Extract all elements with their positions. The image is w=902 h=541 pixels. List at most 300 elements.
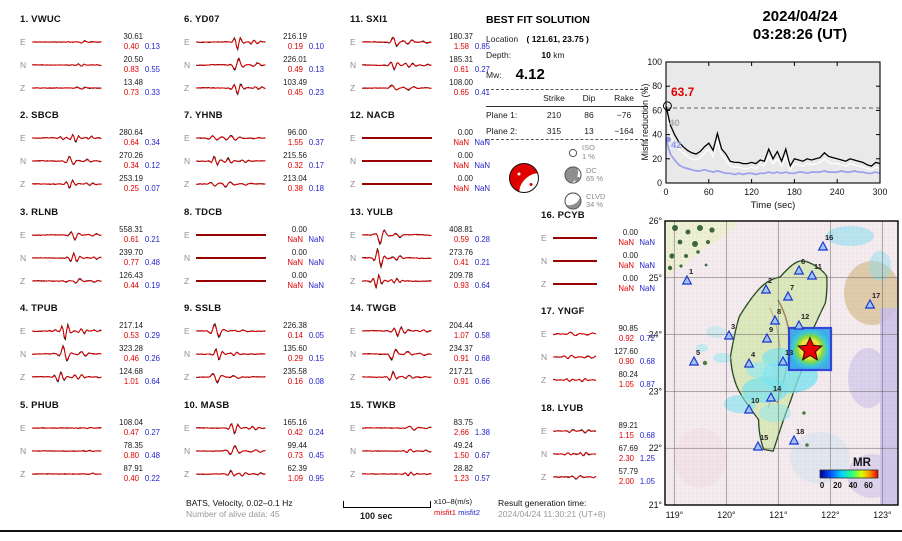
peak-amplitude: 226.38 (283, 321, 307, 330)
trace-values (266, 418, 324, 437)
peak-amplitude: 127.60 (614, 347, 638, 356)
misfit1-value: 0.65 (453, 87, 469, 97)
station-block-phub (20, 400, 160, 485)
station-number-label: 10 (751, 396, 760, 405)
dc-label: DC 65 % (586, 165, 604, 183)
misfit1-value: 0.14 (287, 330, 303, 340)
component-label: Z (20, 275, 26, 286)
station-number-label: 2 (768, 276, 773, 285)
mw-value: 4.12 (515, 66, 545, 83)
misfit2-value: NaN (474, 183, 490, 193)
peak-amplitude: 135.60 (283, 344, 307, 353)
component-label: N (350, 59, 357, 70)
misfit2-value: 0.37 (308, 137, 324, 147)
component-row-n (184, 342, 324, 365)
component-row-n (20, 149, 160, 172)
misfit1-value: 1.58 (453, 41, 469, 51)
station-title: 15. TWKB (350, 400, 396, 411)
misfit1-value: 0.73 (287, 450, 303, 460)
trace-values (102, 367, 160, 386)
misfit1-value: 0.93 (453, 280, 469, 290)
component-label: E (541, 425, 547, 436)
component-label: Z (350, 178, 356, 189)
peak-amplitude: 273.76 (449, 248, 473, 257)
misfit2-value: 0.87 (639, 379, 655, 389)
component-label: E (541, 232, 547, 243)
blue-42-label: 42 (671, 140, 682, 151)
trace-values (102, 271, 160, 290)
lon-tick-label: 119° (665, 510, 684, 520)
misfit2-value: 0.33 (144, 87, 160, 97)
trace-values (266, 441, 324, 460)
peak-amplitude: 239.70 (119, 248, 143, 257)
station-block-masb (184, 400, 324, 485)
misfit2-value: 0.12 (144, 160, 160, 170)
component-row-n (184, 53, 324, 76)
peak-amplitude: 180.37 (449, 32, 473, 41)
peak-amplitude: 209.78 (449, 271, 473, 280)
trace-values (432, 55, 490, 74)
component-row-z (20, 269, 160, 292)
component-label: Z (184, 468, 190, 479)
station-number-label: 12 (801, 312, 810, 321)
component-label: N (20, 59, 27, 70)
waveform-trace (362, 364, 432, 390)
misfit1-value: 0.80 (123, 450, 139, 460)
lon-tick-label: 123° (873, 510, 892, 520)
misfit2-value: 0.27 (474, 64, 490, 74)
trace-values (266, 271, 324, 290)
trace-values (432, 225, 490, 244)
mr-colorbar (820, 470, 878, 478)
lat-tick-label: 21° (648, 500, 662, 510)
trace-values (432, 174, 490, 193)
component-label: E (184, 422, 190, 433)
misfit2-value: 0.15 (308, 353, 324, 363)
component-label: E (184, 36, 190, 47)
component-row-n (350, 342, 490, 365)
waveform-trace (196, 461, 266, 487)
xtick-label: 60 (703, 187, 714, 197)
component-row-n (20, 342, 160, 365)
peak-amplitude: 270.26 (119, 151, 143, 160)
misfit1-value: 1.09 (287, 473, 303, 483)
station-title: 14. TWGB (350, 303, 397, 314)
misfit2-value: 0.21 (474, 257, 490, 267)
peak-amplitude: 0.00 (622, 228, 638, 237)
misfit2-value: 0.19 (144, 280, 160, 290)
station-number-label: 8 (777, 307, 782, 316)
station-title: 11. SXI1 (350, 14, 388, 25)
misfit2-value: 0.68 (639, 356, 655, 366)
peak-amplitude: 80.24 (618, 370, 638, 379)
misfit1-value: 0.44 (123, 280, 139, 290)
component-row-z (350, 76, 490, 99)
station-number-label: 11 (814, 262, 822, 271)
component-label: E (20, 325, 26, 336)
station-block-twkb (350, 400, 490, 485)
yaxis-title: Misfit reduction (%) (640, 83, 650, 161)
misfit1-value: 0.38 (287, 183, 303, 193)
component-row-e (184, 416, 324, 439)
plane2-dip: 13 (584, 126, 594, 136)
plane-table-header (486, 90, 648, 107)
lat-tick-label: 26° (648, 216, 662, 226)
station-title: 6. YD07 (184, 14, 220, 25)
peak-amplitude: 30.61 (123, 32, 143, 41)
misfit2-value: 0.21 (144, 234, 160, 244)
trace-values (266, 128, 324, 147)
result-label: Result generation time: (498, 498, 587, 508)
waveform-trace (32, 75, 102, 101)
misfit2-value: NaN (474, 160, 490, 170)
component-row-z (541, 272, 655, 295)
station-title: 5. PHUB (20, 400, 59, 411)
component-row-e (20, 319, 160, 342)
peak-amplitude: 96.00 (287, 128, 307, 137)
component-label: N (350, 348, 357, 359)
trace-values (102, 441, 160, 460)
trace-values (432, 128, 490, 147)
misfit2-value: 0.07 (144, 183, 160, 193)
peak-amplitude: 108.00 (449, 78, 473, 87)
misfit2-value: 0.72 (639, 333, 655, 343)
misfit2-value: 0.22 (144, 473, 160, 483)
misfit2-value: NaN (308, 280, 324, 290)
station-number-label: 15 (760, 433, 769, 442)
misfit1-value: 0.41 (453, 257, 469, 267)
station-number-label: 14 (773, 384, 782, 393)
component-label: N (20, 445, 27, 456)
trace-values (432, 418, 490, 437)
plane1-dip: 86 (584, 110, 594, 120)
misfit1-value: 0.73 (123, 87, 139, 97)
peak-amplitude: 0.00 (291, 271, 307, 280)
trace-values (102, 151, 160, 170)
component-label: E (20, 422, 26, 433)
iso-icon (568, 148, 578, 158)
peak-amplitude: 0.00 (457, 174, 473, 183)
misfit1-value: 0.34 (123, 160, 139, 170)
lat-tick-label: 24° (648, 329, 662, 340)
station-number-label: 5 (696, 348, 701, 357)
component-row-e (350, 30, 490, 53)
misfit2-value: 0.67 (474, 450, 490, 460)
component-row-e (350, 416, 490, 439)
station-number-label: 9 (769, 325, 774, 334)
misfit1-value: 0.40 (123, 473, 139, 483)
station-number-label: 1 (689, 267, 694, 276)
scalebar-label: 100 sec (360, 511, 393, 521)
waveform-trace (196, 364, 266, 390)
trace-values (102, 464, 160, 483)
component-row-z (20, 76, 160, 99)
misfit1-value: 0.25 (123, 183, 139, 193)
component-label: Z (350, 82, 356, 93)
misfit2-value: 0.64 (474, 280, 490, 290)
misfit2-value: 0.13 (308, 64, 324, 74)
iso-item (568, 144, 595, 161)
misfit1-value: 2.00 (618, 476, 634, 486)
mechanism-block (486, 138, 662, 218)
misfit2-value: 0.55 (144, 64, 160, 74)
component-label: Z (541, 471, 547, 482)
colorbar-tick-label: 40 (848, 481, 858, 490)
station-title: 16. PCYB (541, 210, 585, 221)
plane1-row (486, 107, 648, 123)
misfit2-value: 0.58 (474, 330, 490, 340)
misfit1-value: NaN (618, 260, 634, 270)
misfit1-value: 0.53 (123, 330, 139, 340)
xaxis-title: Time (sec) (750, 200, 796, 211)
station-number-label: 18 (796, 427, 805, 436)
misfit1-value: 1.50 (453, 450, 469, 460)
ytick-label: 60 (652, 105, 662, 116)
misfit1-legend: misfit1 (434, 507, 456, 517)
misfit2-value: 0.34 (144, 137, 160, 147)
station-block-yhnb (184, 110, 324, 195)
trace-values (432, 321, 490, 340)
units-legend (434, 497, 480, 518)
peak-amplitude: 165.16 (283, 418, 307, 427)
waveform-trace (362, 268, 432, 294)
component-label: Z (20, 468, 26, 479)
component-label: E (20, 229, 26, 240)
component-label: N (20, 252, 27, 263)
peak-amplitude: 0.00 (622, 251, 638, 260)
component-label: E (20, 132, 26, 143)
trace-values (102, 248, 160, 267)
ytick-label: 20 (652, 153, 662, 164)
misfit2-value: 0.10 (308, 41, 324, 51)
peak-amplitude: 28.82 (453, 464, 473, 473)
component-row-z (184, 365, 324, 388)
misfit1-value: NaN (287, 234, 303, 244)
component-row-z (350, 172, 490, 195)
misfit2-value: 1.25 (639, 453, 655, 463)
trace-values (102, 128, 160, 147)
station-title: 8. TDCB (184, 207, 223, 218)
component-row-e (350, 319, 490, 342)
peak-amplitude: 103.49 (283, 78, 307, 87)
component-label: N (541, 351, 548, 362)
component-label: E (350, 422, 356, 433)
component-row-e (541, 419, 655, 442)
colorbar-tick-label: 0 (819, 481, 825, 490)
component-row-z (184, 269, 324, 292)
misfit2-value: 0.95 (308, 473, 324, 483)
trace-values (102, 32, 160, 51)
peak-amplitude: 235.58 (283, 367, 307, 376)
component-row-n (350, 246, 490, 269)
peak-amplitude: 280.64 (119, 128, 143, 137)
peak-amplitude: 408.81 (449, 225, 473, 234)
location-row (486, 34, 662, 44)
misfit2-value: 0.29 (144, 330, 160, 340)
strike-header: Strike (543, 93, 565, 103)
station-block-yd07 (184, 14, 324, 99)
misfit1-value: 2.30 (618, 453, 634, 463)
station-block-sxi1 (350, 14, 490, 99)
misfit2-value: 0.48 (144, 450, 160, 460)
peak-amplitude: 216.19 (283, 32, 307, 41)
misfit2-value: 0.68 (639, 430, 655, 440)
trace-values (266, 151, 324, 170)
peak-amplitude: 126.43 (119, 271, 143, 280)
peak-amplitude: 0.00 (622, 274, 638, 283)
misfit1-value: NaN (287, 257, 303, 267)
component-label: N (541, 448, 548, 459)
mw-label: Mw: (486, 69, 502, 80)
waveform-trace (553, 367, 597, 393)
component-row-e (184, 126, 324, 149)
plane2-strike: 315 (546, 126, 562, 136)
misfit1-value: 0.61 (123, 234, 139, 244)
waveform-trace (32, 171, 102, 197)
misfit1-value: 0.59 (453, 234, 469, 244)
station-number-label: 6 (801, 257, 806, 266)
station-block-lyub (541, 403, 655, 488)
waveform-trace (196, 75, 266, 101)
trace-values (432, 344, 490, 363)
misfit2-value: 0.85 (474, 41, 490, 51)
station-title: 13. YULB (350, 207, 394, 218)
bandpass-note: BATS, Velocity, 0.02–0.1 Hz (186, 498, 293, 508)
peak-amplitude: 89.21 (618, 421, 638, 430)
misfit1-value: 1.55 (287, 137, 303, 147)
component-label: Z (184, 371, 190, 382)
plane1-rake: −76 (616, 110, 632, 120)
component-label: Z (350, 468, 356, 479)
peak-amplitude: 83.75 (453, 418, 473, 427)
component-row-z (184, 462, 324, 485)
component-label: Z (184, 275, 190, 286)
peak-amplitude: 323.28 (119, 344, 143, 353)
station-block-sslb (184, 303, 324, 388)
component-row-n (184, 246, 324, 269)
misfit1-value: 1.07 (453, 330, 469, 340)
plane2-row (486, 123, 648, 139)
component-label: N (184, 155, 191, 166)
plane1-strike: 210 (546, 110, 562, 120)
lon-tick-label: 120° (717, 510, 736, 520)
station-block-rlnb (20, 207, 160, 292)
misfit1-value: 0.92 (618, 333, 634, 343)
lon-tick-label: 122° (821, 510, 840, 520)
trace-values (102, 55, 160, 74)
depth-row (486, 50, 662, 60)
waveform-trace (362, 171, 432, 197)
component-row-e (20, 126, 160, 149)
component-label: N (184, 59, 191, 70)
misfit1-value: NaN (453, 137, 469, 147)
clvd-item (564, 192, 605, 210)
component-label: E (350, 36, 356, 47)
misfit2-legend: misfit2 (458, 507, 481, 517)
misfit1-value: 0.61 (453, 64, 469, 74)
xtick-label: 300 (872, 187, 888, 197)
waveform-trace (32, 461, 102, 487)
peak-amplitude: 90.85 (618, 324, 638, 333)
ytick-label: 0 (657, 178, 662, 188)
location-label: Location (486, 34, 519, 44)
component-label: E (20, 36, 26, 47)
station-block-yulb (350, 207, 490, 292)
station-number-label: 17 (872, 291, 881, 300)
component-row-z (20, 365, 160, 388)
component-label: Z (350, 275, 356, 286)
peak-amplitude: 57.79 (618, 467, 638, 476)
trace-values (432, 367, 490, 386)
depth-value: 10 (541, 50, 551, 60)
station-number-label: 3 (731, 322, 736, 331)
component-label: E (350, 132, 356, 143)
misfit2-value: 0.28 (474, 234, 490, 244)
xtick-label: 120 (744, 187, 759, 197)
mw-row (486, 66, 662, 83)
misfit1-value: NaN (618, 283, 634, 293)
station-title: 9. SSLB (184, 303, 222, 314)
amplitude-units: x10–8(m/s) (434, 497, 472, 506)
trace-values (102, 174, 160, 193)
component-label: Z (20, 178, 26, 189)
waveform-trace (196, 171, 266, 197)
component-row-e (541, 322, 655, 345)
clvd-icon (564, 192, 582, 210)
component-label: E (541, 328, 547, 339)
trace-values (266, 174, 324, 193)
station-block-pcyb (541, 210, 655, 295)
station-block-tdcb (184, 207, 324, 292)
peak-amplitude: 67.69 (618, 444, 638, 453)
component-row-n (541, 249, 655, 272)
time-scalebar (343, 501, 431, 508)
event-datetime (700, 8, 900, 44)
peak-misfit-label: 63.7 (671, 85, 695, 99)
peak-amplitude: 204.44 (449, 321, 473, 330)
misfit1-value: 0.29 (287, 353, 303, 363)
misfit2-value: NaN (639, 237, 655, 247)
plane1-label: Plane 1: (486, 110, 518, 120)
peak-amplitude: 185.31 (449, 55, 473, 64)
misfit2-value: 0.23 (308, 87, 324, 97)
misfit2-value: NaN (308, 257, 324, 267)
component-row-n (184, 439, 324, 462)
station-block-twgb (350, 303, 490, 388)
misfit1-value: 0.90 (618, 356, 634, 366)
misfit1-value: 0.40 (123, 41, 139, 51)
component-row-z (350, 462, 490, 485)
depth-label: Depth: (486, 50, 512, 60)
misfit1-value: 0.32 (287, 160, 303, 170)
station-number-label: 13 (785, 348, 794, 357)
mr-colorbar-title: MR (853, 457, 871, 469)
component-row-e (350, 126, 490, 149)
colorbar-tick-label: 60 (864, 481, 873, 490)
misfit1-value: 0.46 (123, 353, 139, 363)
event-date: 2024/04/24 (762, 8, 838, 25)
component-row-z (20, 462, 160, 485)
misfit1-value: 1.01 (123, 376, 139, 386)
peak-amplitude: 108.04 (119, 418, 143, 427)
component-row-e (20, 30, 160, 53)
plane2-label: Plane 2: (486, 126, 518, 136)
station-title: 12. NACB (350, 110, 395, 121)
station-number-label: 7 (790, 283, 795, 292)
component-label: Z (184, 178, 190, 189)
component-row-n (20, 439, 160, 462)
misfit2-value: 0.18 (308, 183, 324, 193)
